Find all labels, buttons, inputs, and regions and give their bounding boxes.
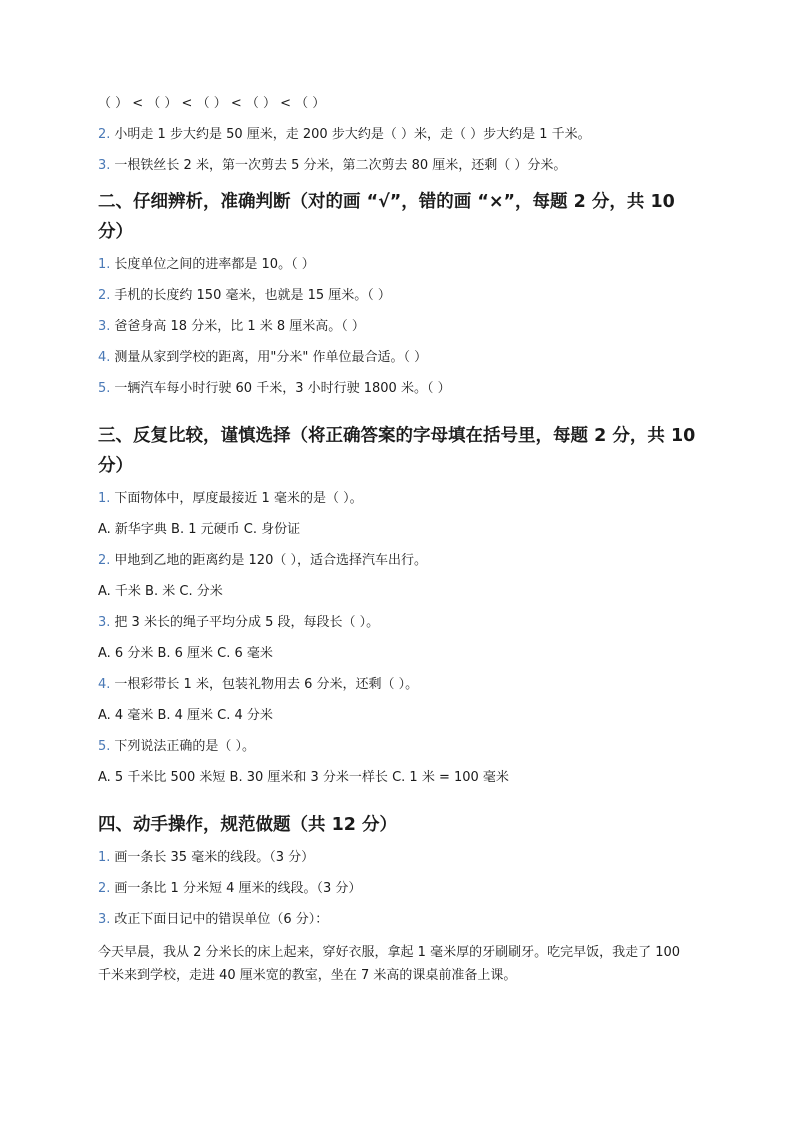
- question-text: 长度单位之间的进率都是 10。（ ）: [114, 257, 315, 272]
- question-item: [98, 551, 696, 571]
- answer-options: A. 新华字典 B. 1 元硬币 C. 身份证: [98, 522, 301, 537]
- question-item: [98, 286, 696, 306]
- question-item: [98, 675, 696, 695]
- question-number: 1.: [98, 257, 111, 272]
- question-item: [98, 348, 696, 368]
- section-heading-operation: 四、动手操作，规范做题（共 12 分）: [98, 815, 398, 835]
- diary-paragraph: 今天早晨，我从 2 分米长的床上起来，穿好衣服，拿起 1 毫米厚的牙刷刷牙。吃完早饭，我走了 100 千米来到学校，走进 40 厘米宽的教室，坐在 7 米高的课桌前准备上课。: [98, 945, 681, 983]
- answer-options: A. 4 毫米 B. 4 厘米 C. 4 分米: [98, 708, 273, 723]
- question-text: 一根铁丝长 2 米，第一次剪去 5 分米，第二次剪去 80 厘米，还剩（ ）分米。: [114, 158, 567, 173]
- question-text: 下列说法正确的是（ ）。: [114, 739, 256, 754]
- question-item: [98, 613, 696, 633]
- question-item: [98, 156, 696, 176]
- question-number: 3.: [98, 615, 111, 630]
- question-item: [98, 317, 696, 337]
- question-number: 4.: [98, 677, 111, 692]
- question-number: 2.: [98, 553, 111, 568]
- question-number: 3.: [98, 912, 111, 927]
- section-heading-judgment: 二、仔细辨析，准确判断（对的画 “√”，错的画 “×”，每题 2 分，共 10 分）: [98, 192, 675, 242]
- question-text: 下面物体中，厚度最接近 1 毫米的是（ ）。: [114, 491, 363, 506]
- question-number: 2.: [98, 127, 111, 142]
- question-item: [98, 489, 696, 509]
- section-heading-choice: 三、反复比较，谨慎选择（将正确答案的字母填在括号里，每题 2 分，共 10 分）: [98, 426, 696, 476]
- question-text: 甲地到乙地的距离约是 120（ ），适合选择汽车出行。: [114, 553, 427, 568]
- question-number: 2.: [98, 288, 111, 303]
- question-number: 3.: [98, 158, 111, 173]
- question-number: 1.: [98, 850, 111, 865]
- question-text: 画一条长 35 毫米的线段。（3 分）: [114, 850, 315, 865]
- question-number: 5.: [98, 381, 111, 396]
- question-number: 2.: [98, 881, 111, 896]
- question-number: 1.: [98, 491, 111, 506]
- question-item: [98, 848, 696, 868]
- answer-options: A. 千米 B. 米 C. 分米: [98, 584, 223, 599]
- question-text: 把 3 米长的绳子平均分成 5 段，每段长（ ）。: [114, 615, 380, 630]
- question-text: 一辆汽车每小时行驶 60 千米，3 小时行驶 1800 米。（ ）: [114, 381, 451, 396]
- question-text: 一根彩带长 1 米，包装礼物用去 6 分米，还剩（ ）。: [114, 677, 419, 692]
- question-item: [98, 255, 696, 275]
- answer-options: A. 5 千米比 500 米短 B. 30 厘米和 3 分米一样长 C. 1 米 = 100 毫米: [98, 770, 509, 785]
- question-text: 改正下面日记中的错误单位（6 分）：: [114, 912, 329, 927]
- question-item: [98, 737, 696, 757]
- question-number: 5.: [98, 739, 111, 754]
- answer-options: A. 6 分米 B. 6 厘米 C. 6 毫米: [98, 646, 273, 661]
- question-item: [98, 879, 696, 899]
- order-blanks-line: （ ） < （ ） < （ ） < （ ） < （ ）: [98, 96, 326, 111]
- question-number: 3.: [98, 319, 111, 334]
- question-item: [98, 379, 696, 399]
- question-text: 爸爸身高 18 分米，比 1 米 8 厘米高。（ ）: [114, 319, 365, 334]
- question-number: 4.: [98, 350, 111, 365]
- question-text: 小明走 1 步大约是 50 厘米，走 200 步大约是（ ）米，走（ ）步大约是 1 千米。: [114, 127, 591, 142]
- question-text: 测量从家到学校的距离，用"分米" 作单位最合适。（ ）: [114, 350, 428, 365]
- question-item: [98, 125, 696, 145]
- question-text: 手机的长度约 150 毫米，也就是 15 厘米。（ ）: [114, 288, 391, 303]
- question-item: [98, 910, 696, 930]
- question-text: 画一条比 1 分米短 4 厘米的线段。（3 分）: [114, 881, 362, 896]
